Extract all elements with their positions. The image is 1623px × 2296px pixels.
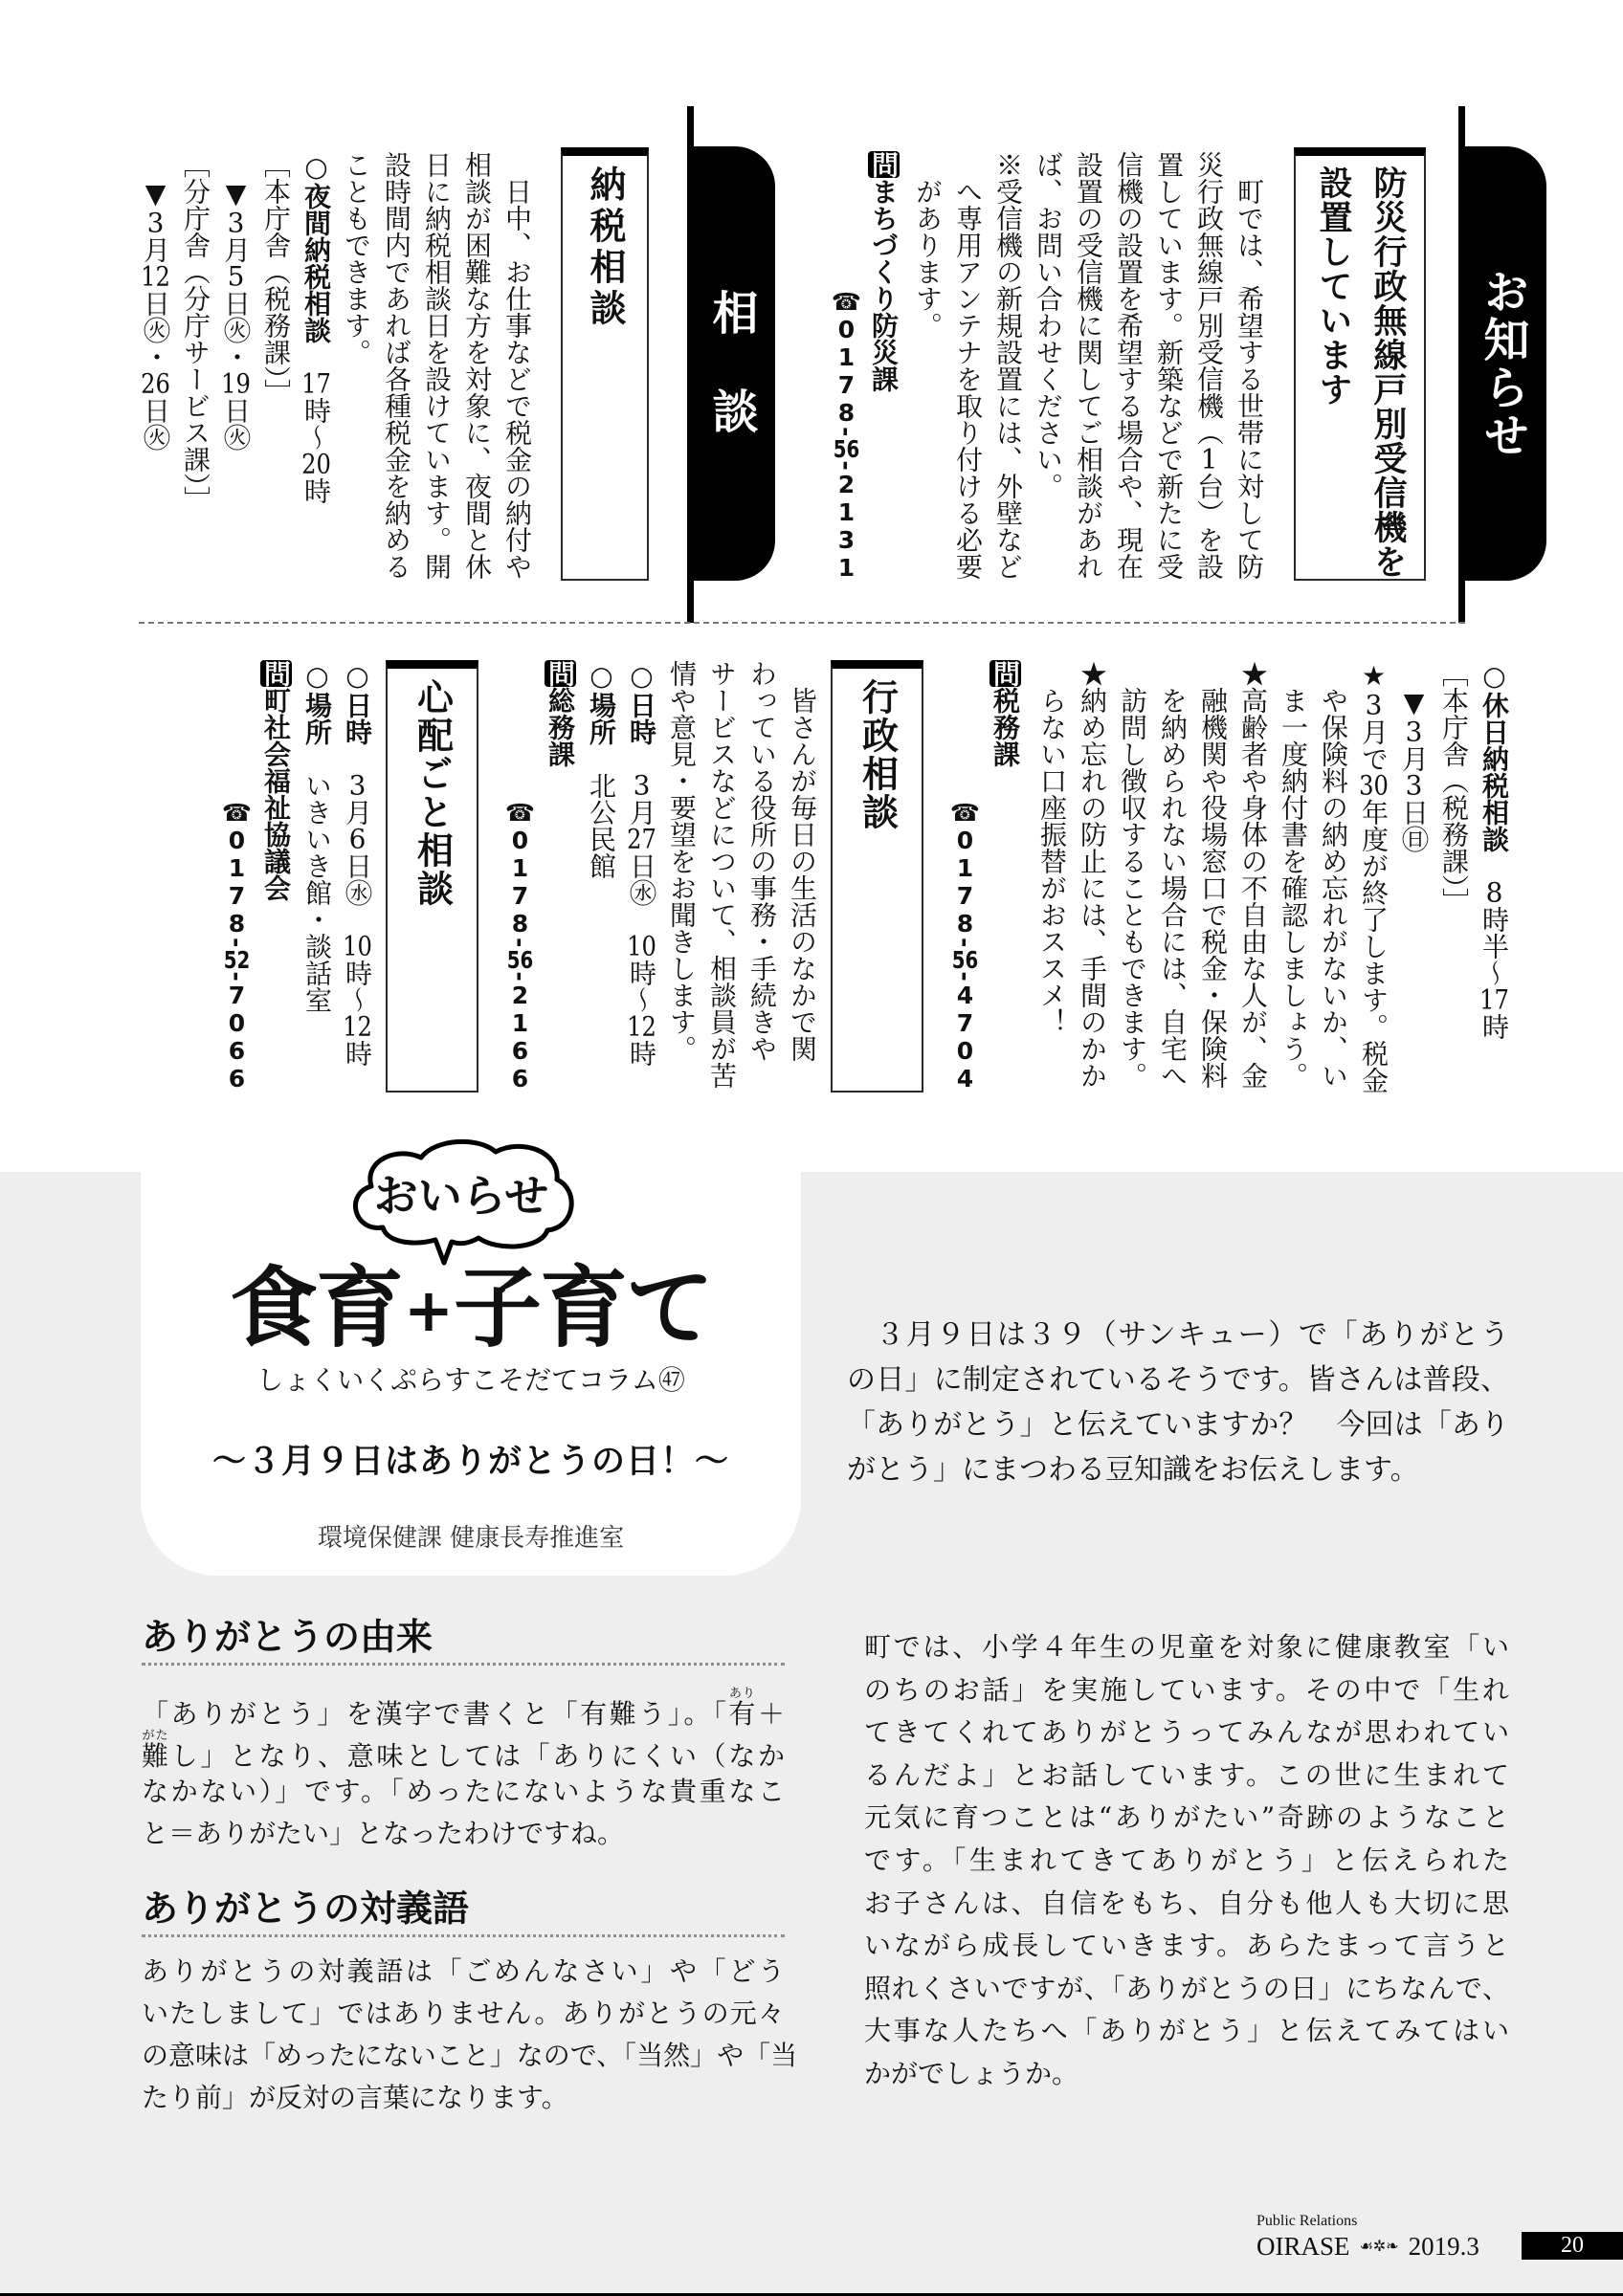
footer-subtitle: Public Relations xyxy=(1256,2213,1358,2229)
body-line: 信機の設置を希望する場合や、現在 xyxy=(1113,151,1145,580)
phone-icon: ☎ xyxy=(223,799,251,828)
line-text: 「ありがとう」を漢字で書くと「有難う」。「 xyxy=(142,1698,729,1730)
venue-label: 場所 xyxy=(301,692,333,745)
body-line: ば、お問い合わせください。 xyxy=(1033,151,1064,499)
nouzei-body xyxy=(135,151,537,584)
paragraph-line: 町では、小学４年生の児童を対象に健康教室「い xyxy=(864,1631,1509,1663)
tcy-number: 8 xyxy=(1485,879,1503,906)
tcy-number: 3 xyxy=(1405,718,1423,745)
holiday-consultation-label: 休日納税相談 xyxy=(1478,692,1510,852)
body-line: 日中、お仕事などで税金の納付や xyxy=(501,178,533,580)
intro-line: 「ありがとう」と伝えていますか？ 今回は「あり xyxy=(847,1408,1509,1442)
tcy-number: 6 xyxy=(348,826,367,852)
upright-number: 0178 xyxy=(506,827,534,938)
contact-phone-line xyxy=(829,151,863,582)
tcy-number: 12 xyxy=(627,1013,656,1040)
note-line: 訪問し徴収することもできます。 xyxy=(1117,687,1148,1089)
contact-department: 町社会福祉協議会 xyxy=(260,687,292,901)
contact-dept-line xyxy=(985,660,1025,1093)
ornament-icon: ☙✲❧ xyxy=(1359,2237,1399,2255)
body-line: こともできます。 xyxy=(341,151,372,365)
section-divider-dashed xyxy=(139,622,1465,624)
section-heading-antonym: ありがとうの対義語 xyxy=(142,1888,470,1930)
paragraph-line: かがでしょうか。 xyxy=(864,2057,1079,2089)
paragraph-line: いたしまして」ではありません。ありがとうの元々 xyxy=(142,1998,785,2029)
column-title xyxy=(141,1257,801,1359)
paragraph-line: なかない）」です。「めったにないような貴重なこ xyxy=(142,1776,785,1807)
dotted-divider xyxy=(142,1663,785,1666)
upright-number: 0178 xyxy=(833,316,860,428)
upright-number: 2166 xyxy=(506,982,534,1093)
contact-department: 税務課 xyxy=(989,687,1021,767)
section-body-origin xyxy=(142,1687,785,1855)
tcy-number: 3 xyxy=(146,210,165,236)
tcy-number: 12 xyxy=(343,1013,372,1040)
venue-value: 北公民館 xyxy=(586,772,617,879)
paragraph-line: てきてくれてありがとうってみんなが思われてい xyxy=(864,1716,1509,1749)
bullet: ○ xyxy=(342,660,373,692)
body-line: 町では、希望する世帯に対して防 xyxy=(1234,178,1265,580)
paragraph-line: いながら成長していきます。あらたまって言うと xyxy=(864,1930,1509,1962)
event-date: 3月6日㊌ xyxy=(342,772,373,906)
note-line: らない口座振替がおススメ！ xyxy=(1036,687,1068,1035)
tax-contact xyxy=(945,660,1025,1093)
note-line: を納められない場合には、自宅へ xyxy=(1157,687,1189,1089)
nouzei-title: 納税相談 xyxy=(584,166,626,330)
soudan-section-tab xyxy=(687,146,775,581)
tcy-number: 52 xyxy=(223,947,251,972)
holiday-consultation-header xyxy=(1474,660,1514,1093)
session-dates: ▼3月5日㊋・19日㊋ xyxy=(220,178,252,451)
body-line: サービスなどについて、相談員が苦 xyxy=(706,660,738,1089)
paragraph-line: るんだよ」とお話しています。この世に生まれて xyxy=(864,1758,1509,1791)
tcy-number: 5 xyxy=(227,263,245,290)
body-line: 日に納税相談日を設けています。開 xyxy=(421,151,453,580)
bullet: ○ xyxy=(300,151,332,183)
bullet: ○ xyxy=(626,660,657,692)
holiday-consultation-time: 8時半～17時 xyxy=(1478,879,1510,1040)
ruby-reading: がた xyxy=(142,1729,169,1743)
paragraph-line: の意味は「めったにないこと」なので、「当然」や「当 xyxy=(142,2040,798,2071)
upright-number: 7066 xyxy=(223,982,251,1093)
contact-phone-line xyxy=(500,660,540,1093)
line-text: ＋ xyxy=(757,1698,785,1730)
headline-line: 設置しています xyxy=(1314,166,1352,407)
venue-line xyxy=(581,660,621,1093)
note-line: ★納め忘れの防止には、手間のかか xyxy=(1077,660,1108,1089)
shinpai-contact xyxy=(217,660,296,1093)
nouzei-title-box xyxy=(561,147,649,581)
soudan-tab-label: 相談 xyxy=(704,289,758,486)
session-place: ［本庁舎（税務課）］ xyxy=(260,151,292,406)
datetime-line xyxy=(337,660,377,1093)
title-left: 食育 xyxy=(230,1257,403,1359)
note-line: ★高齢者や身体の不自由な人が、金 xyxy=(1237,660,1269,1089)
paragraph-line xyxy=(142,1687,785,1729)
session-place: ［分庁舎（分庁サービス課）］ xyxy=(180,151,211,513)
tcy-number: 17 xyxy=(301,370,331,397)
gyousei-title-box xyxy=(831,660,923,1093)
body-line: 皆さんが毎日の生活のなかで関 xyxy=(787,687,818,1062)
event-date: 3月27日㊌ xyxy=(626,772,657,906)
night-consultation-time: 17時～20時 xyxy=(300,370,332,504)
inquiry-marker: 問 xyxy=(545,660,576,687)
note-line: ※受信機の新規設置には、外壁など xyxy=(992,151,1024,580)
tcy-number: 3 xyxy=(1365,692,1383,718)
title-plus: + xyxy=(404,1275,452,1345)
datetime-line xyxy=(621,660,661,1093)
column-intro xyxy=(847,1313,1509,1492)
tcy-number: 3 xyxy=(348,772,367,799)
phone-icon: ☎ xyxy=(951,799,979,828)
tcy-number: 12 xyxy=(141,263,170,290)
note-line: があります。 xyxy=(912,178,944,339)
oshirase-tab-label: お知らせ xyxy=(1476,268,1529,459)
inquiry-marker: 問 xyxy=(989,660,1021,687)
body-line: 設時間内であれば各種税金を納める xyxy=(381,151,412,580)
upright-number: 0178 xyxy=(223,827,251,938)
body-line: 災行政無線戸別受信機（1台）を設 xyxy=(1193,151,1225,580)
session-dates: ▼3月3日㊐ xyxy=(1398,687,1430,852)
column-bubble-label: おいらせ xyxy=(373,1170,549,1222)
inquiry-marker: 問 xyxy=(260,660,292,687)
event-time: 10時～12時 xyxy=(342,933,373,1067)
tcy-number: 19 xyxy=(221,370,251,397)
column-theme: ～３月９日はありがとうの日！～ xyxy=(211,1443,729,1481)
tcy-number: 56 xyxy=(833,436,860,461)
note-line: ★3月で30年度が終了します。税金 xyxy=(1358,660,1390,1093)
tcy-number: 56 xyxy=(951,947,979,972)
contact-phone-number: 0178-52-7066 xyxy=(223,827,251,1093)
paragraph-line: 照れくさいですが、「ありがとうの日」にちなんで、 xyxy=(864,1972,1509,2004)
holiday-consultation-body xyxy=(1032,660,1514,1093)
oshirase-headline xyxy=(1305,166,1414,579)
tcy-number: 3 xyxy=(1405,772,1423,799)
line-text: し」となり、意味としては「ありにくい（なか xyxy=(170,1740,785,1772)
ruby-word xyxy=(728,1687,758,1730)
intro-line: の日」に制定されているそうです。皆さんは普段、 xyxy=(847,1363,1509,1397)
paragraph-line: と＝ありがたい」となったわけですね。 xyxy=(142,1818,625,1849)
section-body-antonym xyxy=(142,1951,798,2119)
paragraph-line: のちのお話」を実施しています。その中で「生れ xyxy=(864,1673,1509,1706)
tcy-number: 56 xyxy=(506,947,534,972)
paragraph-line: 大事な人たちへ「ありがとう」と伝えてみてはい xyxy=(864,2015,1509,2047)
bullet: ○ xyxy=(301,660,333,692)
page-number: 20 xyxy=(1522,2232,1623,2260)
gyousei-title: 行政相談 xyxy=(856,678,899,831)
contact-phone-number: 0178-56-2166 xyxy=(506,827,534,1093)
body-line: わっている役所の事務・手続きや xyxy=(746,660,778,1062)
ruby-base: 難 xyxy=(142,1740,171,1772)
upright-number: 0178 xyxy=(951,827,979,938)
upright-number: 2131 xyxy=(833,471,860,582)
tcy-number: 1 xyxy=(1200,446,1218,473)
paragraph-line: たり前」が反対の言葉になります。 xyxy=(142,2082,568,2113)
magazine-name: OIRASE xyxy=(1256,2232,1350,2261)
title-right: 子育て xyxy=(453,1257,712,1359)
column-side-text xyxy=(864,1626,1509,2096)
contact-department: まちづくり防災課 xyxy=(868,178,900,392)
dotted-divider xyxy=(142,1934,785,1937)
phone-icon: ☎ xyxy=(833,288,860,317)
paragraph-line: ありがとうの対義語は「ごめんなさい」や「どう xyxy=(142,1955,785,1987)
event-time: 10時～12時 xyxy=(626,933,657,1067)
inquiry-marker: 問 xyxy=(868,151,900,178)
contact-dept-line xyxy=(540,660,580,1093)
contact-phone-number: 0178-56-2131 xyxy=(833,316,860,582)
tcy-number: 27 xyxy=(627,826,656,852)
venue-label: 場所 xyxy=(586,692,617,745)
paragraph-line xyxy=(142,1729,785,1771)
tcy-number: 30 xyxy=(1359,772,1389,799)
oshirase-body xyxy=(907,151,1269,584)
shinpai-body xyxy=(297,660,377,1093)
contact-dept-line xyxy=(256,660,296,1093)
section-heading-origin: ありがとうの由来 xyxy=(142,1616,434,1658)
session-dates: ▼3月12日㊋・26日㊋ xyxy=(140,178,171,451)
venue-value: いきいき館・談話室 xyxy=(301,772,333,1013)
body-line: 設置の受信機に関してご相談があれ xyxy=(1073,151,1104,580)
tcy-number: 20 xyxy=(301,451,331,477)
footer-magazine xyxy=(1256,2230,1479,2263)
bullet: ○ xyxy=(586,660,617,692)
paragraph-line: です。「生まれてきてありがとう」と伝えられた xyxy=(864,1843,1509,1876)
tcy-number: 3 xyxy=(227,210,245,236)
shinpai-title-box xyxy=(386,660,478,1093)
body-line: 情や意見・要望をお聞きします。 xyxy=(666,660,698,1062)
gyousei-contact xyxy=(500,660,580,1093)
paragraph-line: 元気に育つことは“ありがたい”奇跡のようなこと xyxy=(864,1801,1509,1834)
ruby-reading: あり xyxy=(728,1687,756,1701)
datetime-label: 日時 xyxy=(626,692,657,745)
ruby-base: 有 xyxy=(728,1698,758,1730)
note-line: や保険料の納め忘れがないか、い xyxy=(1318,687,1349,1089)
contact-phone-line xyxy=(217,660,256,1093)
oshirase-section-tab xyxy=(1458,146,1546,581)
gyousei-body xyxy=(581,660,822,1093)
night-consultation-label: 夜間納税相談 xyxy=(300,183,332,343)
tcy-number: 26 xyxy=(141,370,170,397)
note-line: ま一度納付書を確認しましょう。 xyxy=(1278,687,1309,1089)
contact-department: 総務課 xyxy=(545,687,576,767)
body-line: 置しています。新築などで新たに受 xyxy=(1153,151,1185,580)
shinpai-title: 心配ごと相談 xyxy=(411,678,454,908)
body-line: 相談が困難な方を対象に、夜間と休 xyxy=(461,151,493,580)
intro-line: ３月９日は３９（サンキュー）で「ありがとう xyxy=(876,1318,1509,1352)
column-department: 環境保健課 健康長寿推進室 xyxy=(317,1524,625,1553)
night-consultation-header xyxy=(296,151,336,584)
paragraph-line: お子さんは、自信をもち、自分も他人も大切に思 xyxy=(864,1887,1509,1919)
tcy-number: 3 xyxy=(633,772,651,799)
headline-line: 防災行政無線戸別受信機を xyxy=(1368,166,1407,579)
intro-line: がとう」にまつわる豆知識をお伝えします。 xyxy=(847,1453,1419,1487)
phone-icon: ☎ xyxy=(506,799,534,828)
bullet: ○ xyxy=(1478,660,1510,692)
datetime-label: 日時 xyxy=(342,692,373,745)
tcy-number: 10 xyxy=(627,933,656,960)
contact-phone-line xyxy=(945,660,985,1093)
column-subtitle: しょくいくぷらすこそだてコラム㊼ xyxy=(256,1364,685,1396)
ruby-word xyxy=(142,1729,171,1772)
contact-dept-line xyxy=(863,151,903,582)
oshirase-headline-box xyxy=(1294,147,1426,581)
venue-line xyxy=(297,660,337,1093)
note-line: へ専用アンテナを取り付ける必要 xyxy=(952,178,984,580)
contact-phone-number: 0178-56-4704 xyxy=(951,827,979,1093)
note-line: 融機関や役場窓口で税金・保険料 xyxy=(1197,687,1229,1089)
session-place: ［本庁舎（税務課）］ xyxy=(1438,660,1470,915)
tcy-number: 10 xyxy=(343,933,372,960)
tcy-number: 17 xyxy=(1479,986,1509,1013)
oshirase-contact xyxy=(829,151,903,582)
upright-number: 4704 xyxy=(951,982,979,1093)
issue-date: 2019.3 xyxy=(1408,2232,1479,2261)
